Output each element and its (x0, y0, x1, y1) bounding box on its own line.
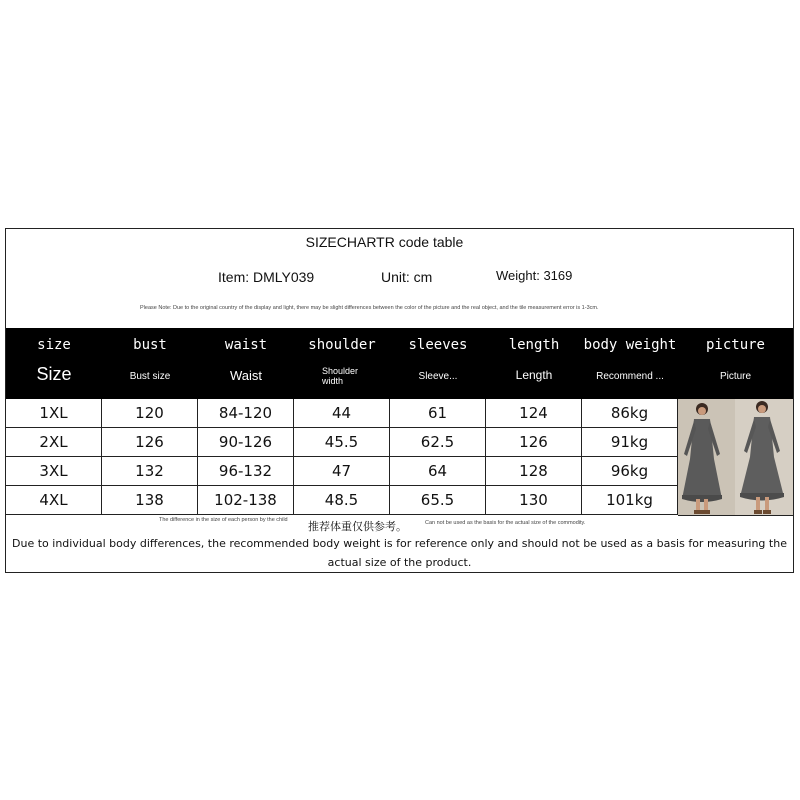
table-row (6, 399, 678, 428)
footnote-right: Can not be used as the basis for the actual size of the commodity. (425, 520, 586, 526)
cell-waist: 84-120 (198, 399, 294, 428)
cell-waist: 90-126 (198, 428, 294, 457)
table-row (6, 486, 678, 515)
footnote-left: The difference in the size of each person by the child (159, 517, 288, 523)
cell-bust: 120 (102, 399, 198, 428)
table-row (6, 428, 678, 457)
cell-sleeves: 62.5 (390, 428, 486, 457)
cell-length: 126 (486, 428, 582, 457)
subheader-waist: Waist (229, 368, 263, 383)
header-bust: bust (133, 337, 167, 353)
header-picture: picture (705, 337, 765, 353)
cell-body-weight: 86kg (582, 399, 678, 428)
subheader-recommend: Recommend ... (596, 371, 664, 382)
subheader-length: Length (515, 368, 553, 382)
cell-size: 3XL (6, 457, 102, 486)
header-shoulder: shoulder (308, 337, 376, 353)
cell-shoulder: 48.5 (294, 486, 390, 515)
item-code: Item: DMLY039 (218, 269, 315, 285)
cell-bust: 138 (102, 486, 198, 515)
cell-length: 124 (486, 399, 582, 428)
cell-shoulder: 47 (294, 457, 390, 486)
cell-sleeves: 61 (390, 399, 486, 428)
subheader-bust: Bust size (129, 371, 171, 382)
disclaimer-text: Due to individual body differences, the recommended body weight is for reference only and should not be used as a basis for measuring the actual size of the product. (12, 537, 787, 569)
chart-title: SIZECHARTR code table (305, 234, 464, 250)
header-waist: waist (224, 337, 268, 353)
table-row (6, 457, 678, 486)
cell-shoulder: 45.5 (294, 428, 390, 457)
table-header (6, 328, 793, 399)
unit-label: Unit: cm (381, 269, 433, 285)
cell-length: 128 (486, 457, 582, 486)
cell-waist: 96-132 (198, 457, 294, 486)
cell-bust: 132 (102, 457, 198, 486)
product-photo (678, 399, 793, 516)
subheader-sleeves: Sleeve... (418, 371, 458, 382)
cell-size: 4XL (6, 486, 102, 515)
cell-bust: 126 (102, 428, 198, 457)
cell-size: 2XL (6, 428, 102, 457)
cell-body-weight: 101kg (582, 486, 678, 515)
subheader-shoulder: Shoulder width (322, 366, 359, 386)
cell-sleeves: 64 (390, 457, 486, 486)
model-dress-image (678, 399, 793, 516)
cell-length: 130 (486, 486, 582, 515)
cell-sleeves: 65.5 (390, 486, 486, 515)
cell-shoulder: 44 (294, 399, 390, 428)
weight-label: Weight: 3169 (496, 268, 573, 283)
measurement-note: Please Note: Due to the original country of the display and light, there may be slight differences between the color of the picture and the real object, and the tile measurement error is 1-3cm. (140, 305, 599, 311)
header-length: length (508, 337, 560, 353)
cell-size: 1XL (6, 399, 102, 428)
size-chart-card (5, 228, 794, 573)
cell-waist: 102-138 (198, 486, 294, 515)
cell-body-weight: 91kg (582, 428, 678, 457)
cell-body-weight: 96kg (582, 457, 678, 486)
header-body-weight: body weight (583, 337, 677, 353)
footnote-chinese: 推荐体重仅供参考。 (308, 520, 407, 533)
subheader-picture: Picture (719, 371, 752, 382)
header-sleeves: sleeves (408, 337, 468, 353)
header-size: size (37, 337, 71, 353)
subheader-size: Size (36, 364, 72, 384)
